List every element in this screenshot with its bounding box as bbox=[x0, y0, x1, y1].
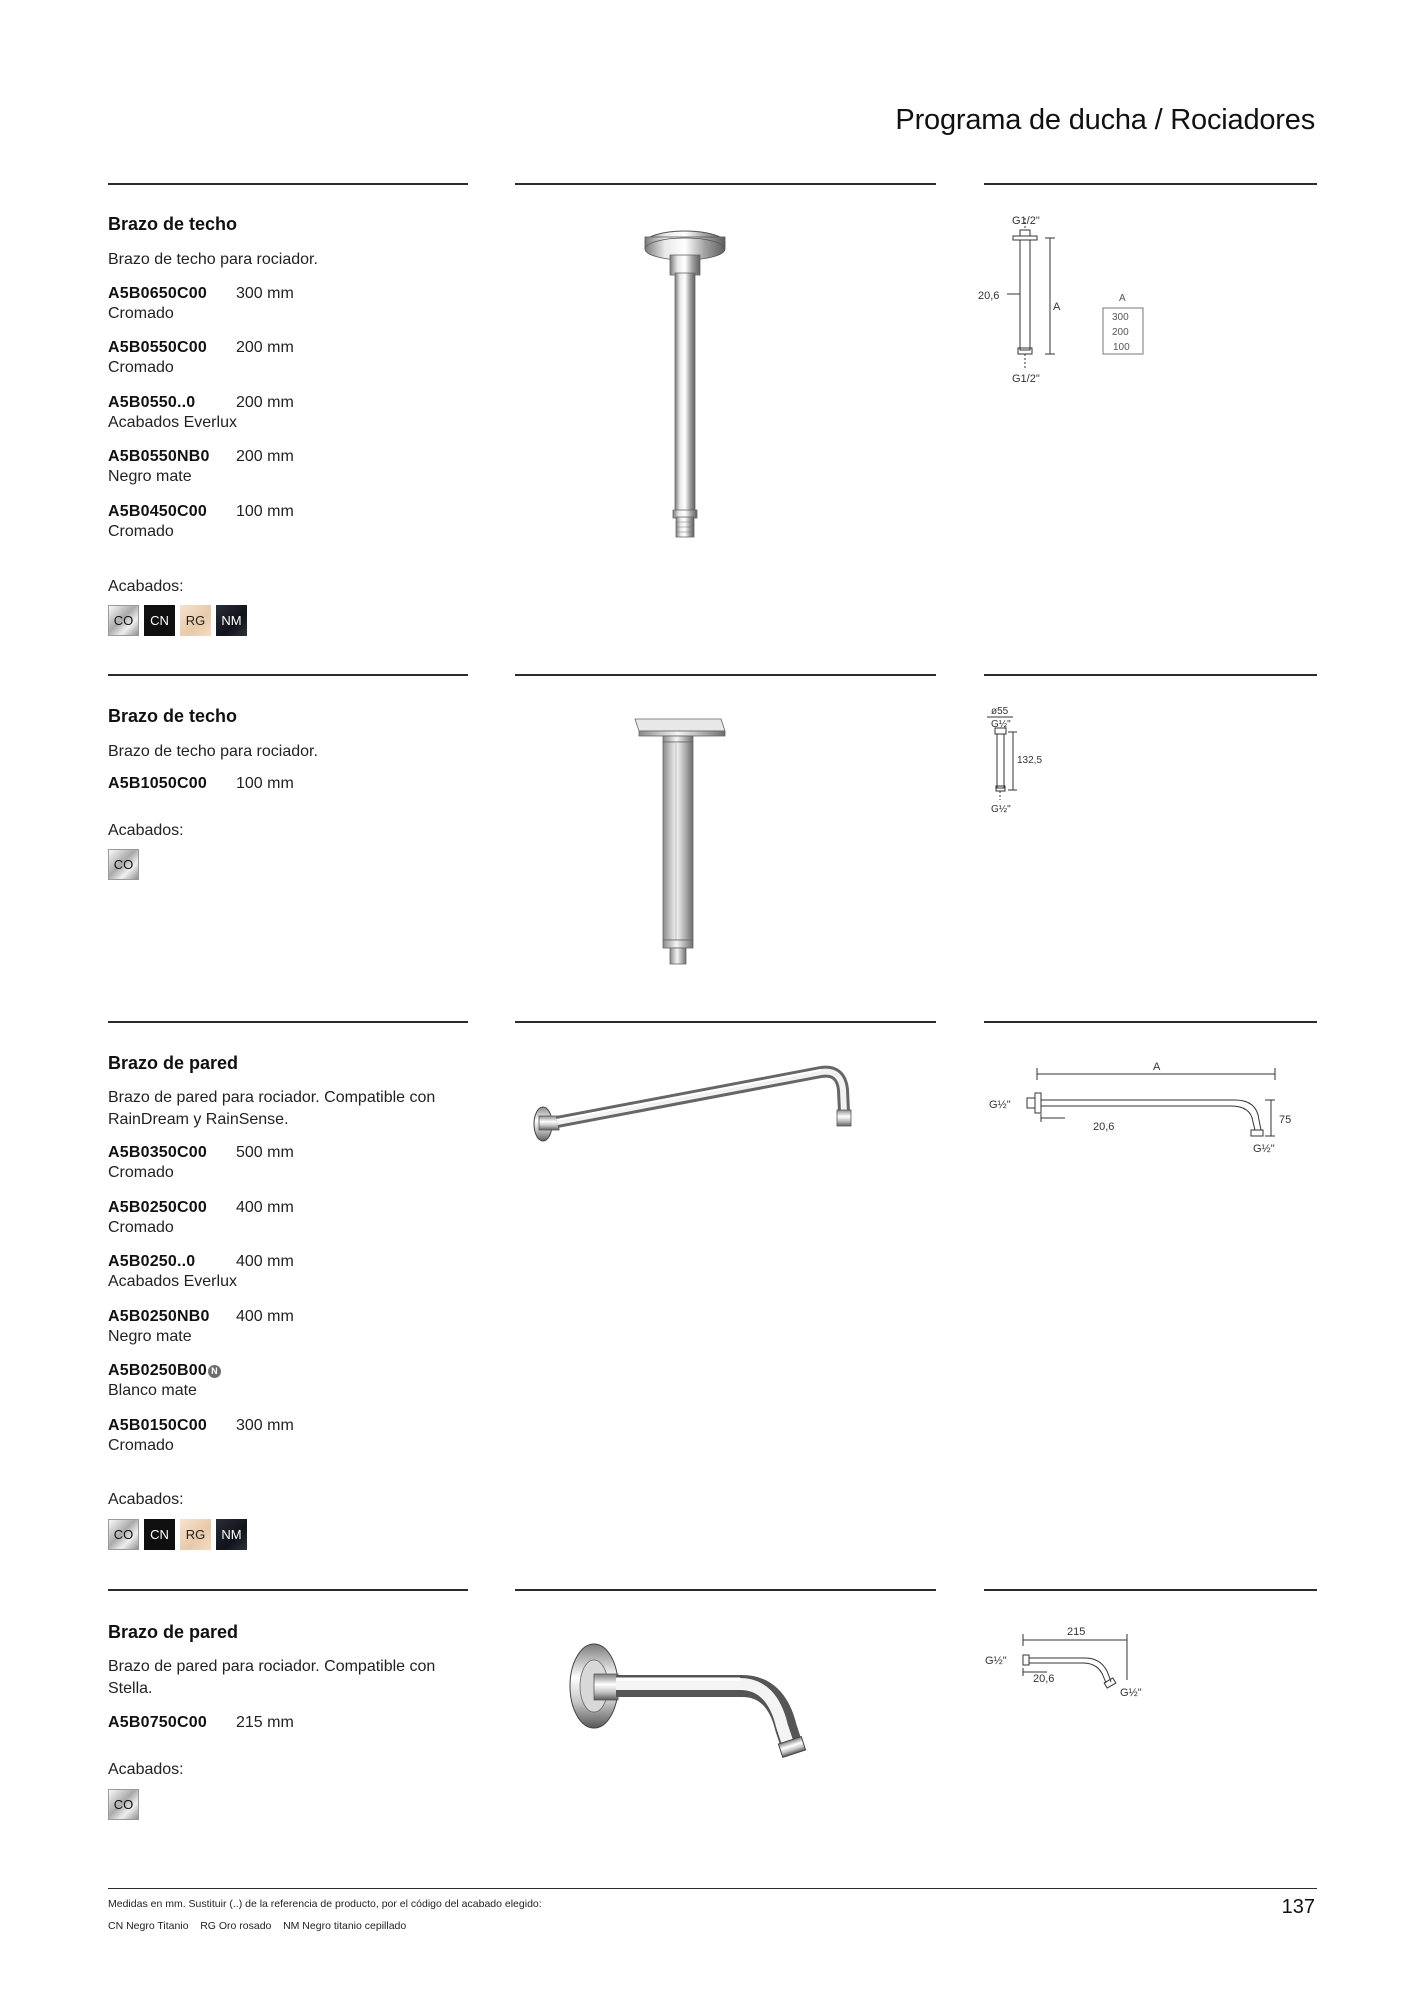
variant-row bbox=[108, 502, 468, 542]
drawing-label: A bbox=[1053, 301, 1061, 313]
section-4-rule-middle bbox=[515, 1589, 936, 1591]
variant-finish: Cromado bbox=[108, 523, 174, 540]
drawing-label: G1/2" bbox=[1012, 215, 1040, 227]
technical-drawing-ceiling-arm-round bbox=[975, 212, 1165, 402]
variant-size: 400 mm bbox=[236, 1253, 294, 1270]
variant-row bbox=[108, 1713, 468, 1753]
variant-size: 400 mm bbox=[236, 1199, 294, 1216]
drawing-label: 132,5 bbox=[1017, 755, 1043, 766]
variant-code: A5B0750C00 bbox=[108, 1714, 207, 1731]
variant-code: A5B0250..0 bbox=[108, 1253, 196, 1270]
finish-swatch-titanium-black: CN bbox=[144, 1519, 175, 1550]
product-name: Brazo de techo bbox=[108, 706, 238, 726]
section-4-rule-right bbox=[984, 1589, 1317, 1591]
finish-swatch-chrome: CO bbox=[108, 1789, 139, 1820]
variant-code: A5B0250C00 bbox=[108, 1199, 207, 1216]
product-description: Brazo de pared para rociador. Compatible con RainDream y RainSense. bbox=[108, 1089, 436, 1128]
variant-row bbox=[108, 447, 468, 487]
product-photo-wall-arm-stella bbox=[560, 1628, 820, 1763]
drawing-label: G½" bbox=[1120, 1687, 1142, 1699]
page-number: 137 bbox=[1281, 1896, 1315, 1918]
variant-code: A5B0450C00 bbox=[108, 503, 207, 520]
footer-finish-legend: CN Negro Titanio RG Oro rosado NM Negro titanio cepillado bbox=[108, 1920, 407, 1932]
drawing-label: 215 bbox=[1067, 1626, 1086, 1638]
drawing-label: 20,6 bbox=[1033, 1673, 1055, 1685]
product-name: Brazo de pared bbox=[108, 1622, 239, 1642]
variant-code bbox=[108, 1361, 221, 1381]
drawing-table-value: 300 bbox=[1112, 312, 1129, 323]
finish-swatch-brushed-titanium-black: NM bbox=[216, 605, 247, 636]
finish-swatch-rose-gold: RG bbox=[180, 605, 211, 636]
drawing-label: G½" bbox=[1253, 1143, 1275, 1155]
drawing-label: 20,6 bbox=[1093, 1121, 1115, 1133]
product-photo-wall-arm bbox=[525, 1060, 855, 1160]
drawing-label: A bbox=[1153, 1061, 1161, 1073]
footer-note: Medidas en mm. Sustituir (..) de la referencia de producto, por el código del acabado elegido: bbox=[108, 1898, 542, 1910]
variant-row bbox=[108, 1416, 468, 1456]
finish-swatch-rose-gold: RG bbox=[180, 1519, 211, 1550]
finish-swatch-chrome: CO bbox=[108, 1519, 139, 1550]
variant-code: A5B1050C00 bbox=[108, 775, 207, 792]
section-1-rule-middle bbox=[515, 183, 936, 185]
variant-row bbox=[108, 1198, 468, 1238]
variant-row bbox=[108, 774, 468, 814]
variant-code: A5B0650C00 bbox=[108, 285, 207, 302]
product-name: Brazo de techo bbox=[108, 214, 238, 234]
drawing-table-value: 200 bbox=[1112, 327, 1129, 338]
footer-rule bbox=[108, 1888, 1317, 1889]
drawing-label: G½" bbox=[991, 719, 1011, 730]
product-description: Brazo de techo para rociador. bbox=[108, 743, 318, 760]
variant-finish: Negro mate bbox=[108, 1328, 192, 1345]
drawing-label: G½" bbox=[985, 1655, 1007, 1667]
drawing-table-value: 100 bbox=[1113, 342, 1130, 353]
section-3-rule-left bbox=[108, 1021, 468, 1023]
variant-size: 500 mm bbox=[236, 1144, 294, 1161]
finishes-label: Acabados: bbox=[108, 1491, 184, 1508]
variant-finish: Blanco mate bbox=[108, 1382, 197, 1399]
drawing-table-header: A bbox=[1119, 293, 1126, 304]
page-title: Programa de ducha / Rociadores bbox=[895, 104, 1315, 136]
variant-finish: Cromado bbox=[108, 1219, 174, 1236]
variant-row bbox=[108, 338, 468, 378]
variant-code: A5B0550C00 bbox=[108, 339, 207, 356]
product-name: Brazo de pared bbox=[108, 1053, 239, 1073]
product-photo-ceiling-arm-square bbox=[625, 715, 735, 975]
variant-row bbox=[108, 1252, 468, 1292]
section-1-rule-left bbox=[108, 183, 468, 185]
variant-size: 200 mm bbox=[236, 339, 294, 356]
drawing-label: G1/2" bbox=[1012, 373, 1040, 385]
finishes-label: Acabados: bbox=[108, 1761, 184, 1778]
technical-drawing-wall-arm bbox=[975, 1056, 1305, 1166]
variant-finish: Acabados Everlux bbox=[108, 1273, 237, 1290]
variant-size: 200 mm bbox=[236, 448, 294, 465]
variant-row bbox=[108, 284, 468, 324]
drawing-label: G½" bbox=[989, 1099, 1011, 1111]
section-2-rule-right bbox=[984, 674, 1317, 676]
variant-row bbox=[108, 393, 468, 433]
finish-swatches bbox=[108, 1519, 247, 1550]
variant-size: 200 mm bbox=[236, 394, 294, 411]
variant-size: 100 mm bbox=[236, 503, 294, 520]
variant-finish: Cromado bbox=[108, 1164, 174, 1181]
finishes-label: Acabados: bbox=[108, 578, 184, 595]
variant-size: 215 mm bbox=[236, 1714, 294, 1731]
variant-size: 400 mm bbox=[236, 1308, 294, 1325]
drawing-label: 20,6 bbox=[978, 290, 1000, 302]
variant-code: A5B0150C00 bbox=[108, 1417, 207, 1434]
variant-code: A5B0550NB0 bbox=[108, 448, 210, 465]
variant-size: 100 mm bbox=[236, 775, 294, 792]
finish-swatches bbox=[108, 849, 139, 880]
variant-row bbox=[108, 1143, 468, 1183]
variant-code-text: A5B0250B00 bbox=[108, 1362, 207, 1379]
technical-drawing-wall-arm-stella bbox=[975, 1620, 1175, 1720]
technical-drawing-ceiling-arm-square bbox=[975, 700, 1085, 840]
variant-finish: Cromado bbox=[108, 1437, 174, 1454]
variant-row bbox=[108, 1307, 468, 1347]
finish-swatch-chrome: CO bbox=[108, 849, 139, 880]
finish-swatch-chrome: CO bbox=[108, 605, 139, 636]
section-3-rule-right bbox=[984, 1021, 1317, 1023]
section-4-rule-left bbox=[108, 1589, 468, 1591]
variant-code: A5B0350C00 bbox=[108, 1144, 207, 1161]
variant-code: A5B0550..0 bbox=[108, 394, 196, 411]
variant-finish: Negro mate bbox=[108, 468, 192, 485]
drawing-label: ø55 bbox=[991, 706, 1009, 717]
drawing-label: 75 bbox=[1279, 1114, 1292, 1126]
finish-swatch-titanium-black: CN bbox=[144, 605, 175, 636]
variant-size: 300 mm bbox=[236, 1417, 294, 1434]
finishes-label: Acabados: bbox=[108, 822, 184, 839]
section-2-rule-left bbox=[108, 674, 468, 676]
section-1-rule-right bbox=[984, 183, 1317, 185]
finish-swatches bbox=[108, 605, 247, 636]
finish-swatches bbox=[108, 1789, 139, 1820]
product-description: Brazo de pared para rociador. Compatible con Stella. bbox=[108, 1658, 436, 1697]
product-photo-ceiling-arm-round bbox=[630, 225, 740, 545]
variant-finish: Acabados Everlux bbox=[108, 414, 237, 431]
variant-size: 300 mm bbox=[236, 285, 294, 302]
variant-code: A5B0250NB0 bbox=[108, 1308, 210, 1325]
drawing-label: G½" bbox=[991, 804, 1011, 815]
section-2-rule-middle bbox=[515, 674, 936, 676]
finish-swatch-brushed-titanium-black: NM bbox=[216, 1519, 247, 1550]
product-description: Brazo de techo para rociador. bbox=[108, 251, 318, 268]
variant-finish: Cromado bbox=[108, 359, 174, 376]
variant-row bbox=[108, 1361, 468, 1401]
section-3-rule-middle bbox=[515, 1021, 936, 1023]
new-badge-icon: N bbox=[208, 1365, 221, 1378]
variant-finish: Cromado bbox=[108, 305, 174, 322]
